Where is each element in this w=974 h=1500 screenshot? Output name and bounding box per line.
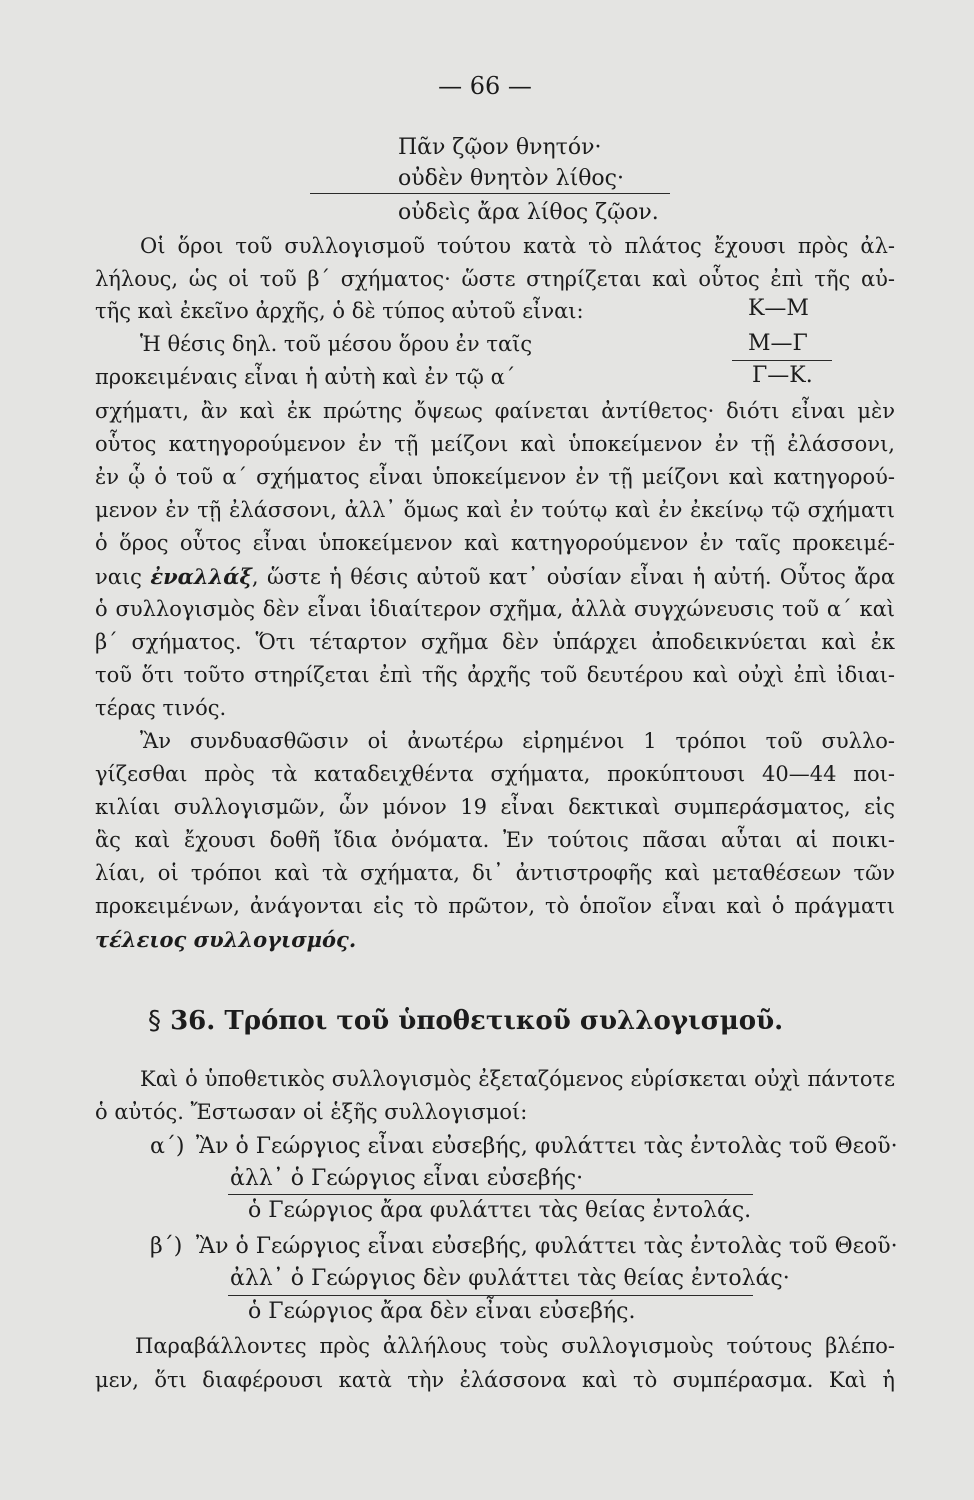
example-b-major: Ἂν ὁ Γεώργιος εἶναι εὐσεβής, φυλάττει τὰς ἐντολὰς τοῦ Θεοῦ·	[196, 1234, 898, 1259]
paragraph-line: μενον ἐν τῇ ἐλάσσονι, ἀλλ᾽ ὅμως καὶ ἐν τούτῳ καὶ ἐν ἐκείνῳ τῷ σχήματι	[95, 498, 895, 522]
section-heading	[148, 1008, 783, 1034]
syllogism-divider	[310, 193, 670, 194]
paragraph-line: ἃς καὶ ἔχουσι δοθῆ ἴδια ὀνόματα. Ἐν τούτοις πᾶσαι αὗται αἱ ποικι-	[95, 828, 895, 852]
example-b-divider	[228, 1295, 753, 1296]
paragraph-line: ὁ ὅρος οὗτος εἶναι ὑποκείμενον καὶ κατηγορούμενον ἐν ταῖς προκειμέ-	[95, 531, 895, 555]
line-text: , ὥστε ἡ θέσις αὐτοῦ κατ᾽ οὐσίαν εἶναι ἡ αὐτή. Οὗτος ἄρα	[251, 565, 895, 589]
example-b-minor: ἀλλ᾽ ὁ Γεώργιος δὲν φυλάττει τὰς θείας ἐντολάς·	[230, 1266, 790, 1291]
section-title: Τρόποι τοῦ ὑποθετικοῦ συλλογισμοῦ.	[224, 1006, 784, 1036]
paragraph-line: ἐν ᾧ ὁ τοῦ α΄ σχήματος εἶναι ὑποκείμενον ἐν τῇ μείζονι καὶ κατηγορού-	[95, 465, 895, 489]
paragraph-line: ὁ αὐτός. Ἔστωσαν οἱ ἑξῆς συλλογισμοί:	[95, 1100, 528, 1124]
page-number: — 66 —	[438, 72, 532, 100]
paragraph-line: τῆς καὶ ἐκεῖνο ἀρχῆς, ὁ δὲ τύπος αὐτοῦ εἶναι:	[95, 299, 584, 323]
paragraph-line: Οἱ ὅροι τοῦ συλλογισμοῦ τούτου κατὰ τὸ πλάτος ἔχουσι πρὸς ἀλ-	[140, 234, 895, 258]
paragraph-line: Καὶ ὁ ὑποθετικὸς συλλογισμὸς ἐξεταζόμενος εὑρίσκεται οὐχὶ πάντοτε	[140, 1067, 895, 1091]
example-a-major: Ἂν ὁ Γεώργιος εἶναι εὐσεβής, φυλάττει τὰς ἐντολὰς τοῦ Θεοῦ·	[196, 1134, 898, 1159]
example-b-conclusion: ὁ Γεώργιος ἄρα δὲν εἶναι εὐσεβής.	[248, 1299, 636, 1324]
paragraph-line: Ἡ θέσις δηλ. τοῦ μέσου ὅρου ἐν ταῖς	[140, 332, 533, 356]
emphasis-word: ἐναλλάξ	[150, 564, 252, 589]
example-a-conclusion: ὁ Γεώργιος ἄρα φυλάττει τὰς θείας ἐντολάς.	[248, 1198, 752, 1223]
section-number: 36.	[170, 1006, 216, 1036]
figure-scheme-line-3: Γ—Κ.	[752, 363, 813, 388]
paragraph-line: ὁ συλλογισμὸς δὲν εἶναι ἰδιαίτερον σχῆμα, ἀλλὰ συγχώνευσις τοῦ α΄ καὶ	[95, 597, 895, 621]
syllogism-conclusion: οὐδεὶς ἄρα λίθος ζῷον.	[398, 200, 659, 225]
paragraph-line: γίζεσθαι πρὸς τὰ καταδειχθέντα σχήματα, προκύπτουσι 40—44 ποι-	[95, 762, 895, 786]
example-a-divider	[228, 1194, 753, 1195]
paragraph-line: μεν, ὅτι διαφέρουσι κατὰ τὴν ἐλάσσονα καὶ τὸ συμπέρασμα. Καὶ ἡ	[95, 1368, 895, 1392]
paragraph-line: τέρας τινός.	[95, 696, 227, 720]
paragraph-end-emphasis: τέλειος συλλογισμός.	[95, 927, 357, 952]
paragraph-line: Παραβάλλοντες πρὸς ἀλλήλους τοὺς συλλογισμοὺς τούτους βλέπο-	[135, 1334, 895, 1358]
paragraph-line	[95, 566, 895, 588]
paragraph-line: προκειμέναις εἶναι ἡ αὐτὴ καὶ ἐν τῷ α΄	[95, 365, 516, 389]
paragraph-line: οὗτος κατηγορούμενον ἐν τῇ μείζονι καὶ ὑποκείμενον ἐν τῇ ἐλάσσονι,	[95, 432, 895, 456]
section-symbol: §	[148, 1006, 161, 1036]
paragraph-line: σχήματι, ἂν καὶ ἐκ πρώτης ὄψεως φαίνεται ἀντίθετος· διότι εἶναι μὲν	[95, 399, 895, 423]
line-text: ναις	[95, 565, 151, 589]
paragraph-line: β΄ σχήματος. Ὅτι τέταρτον σχῆμα δὲν ὑπάρχει ἀποδεικνύεται καὶ ἐκ	[95, 630, 895, 654]
example-a-label: α΄)	[150, 1134, 185, 1159]
paragraph-line: λίαι, οἱ τρόποι καὶ τὰ σχήματα, δι᾽ ἀντιστροφῆς καὶ μεταθέσεων τῶν	[95, 861, 895, 885]
figure-scheme-line-1: Κ—Μ	[748, 296, 809, 321]
paragraph-line: προκειμένων, ἀνάγονται εἰς τὸ πρῶτον, τὸ ὁποῖον εἶναι καὶ ὁ πράγματι	[95, 894, 895, 918]
syllogism-minor-premise: οὐδὲν θνητὸν λίθος·	[398, 166, 624, 191]
paragraph-line: λήλους, ὡς οἱ τοῦ β΄ σχήματος· ὥστε στηρίζεται καὶ οὗτος ἐπὶ τῆς αὐ-	[95, 267, 895, 291]
paragraph-line: Ἂν συνδυασθῶσιν οἱ ἀνωτέρω εἰρημένοι 1 τρόποι τοῦ συλλο-	[140, 729, 895, 753]
syllogism-major-premise: Πᾶν ζῷον θνητόν·	[398, 135, 602, 160]
example-b-label: β΄)	[150, 1234, 183, 1259]
figure-scheme-divider	[732, 360, 832, 361]
paragraph-line: τοῦ ὅτι τοῦτο στηρίζεται ἐπὶ τῆς ἀρχῆς τοῦ δευτέρου καὶ οὐχὶ ἐπὶ ἰδιαι-	[95, 663, 895, 687]
figure-scheme-line-2: Μ—Γ	[748, 331, 808, 356]
paragraph-line: κιλίαι συλλογισμῶν, ὧν μόνον 19 εἶναι δεκτικαὶ συμπεράσματος, εἰς	[95, 795, 895, 819]
example-a-minor: ἀλλ᾽ ὁ Γεώργιος εἶναι εὐσεβής·	[230, 1166, 584, 1191]
